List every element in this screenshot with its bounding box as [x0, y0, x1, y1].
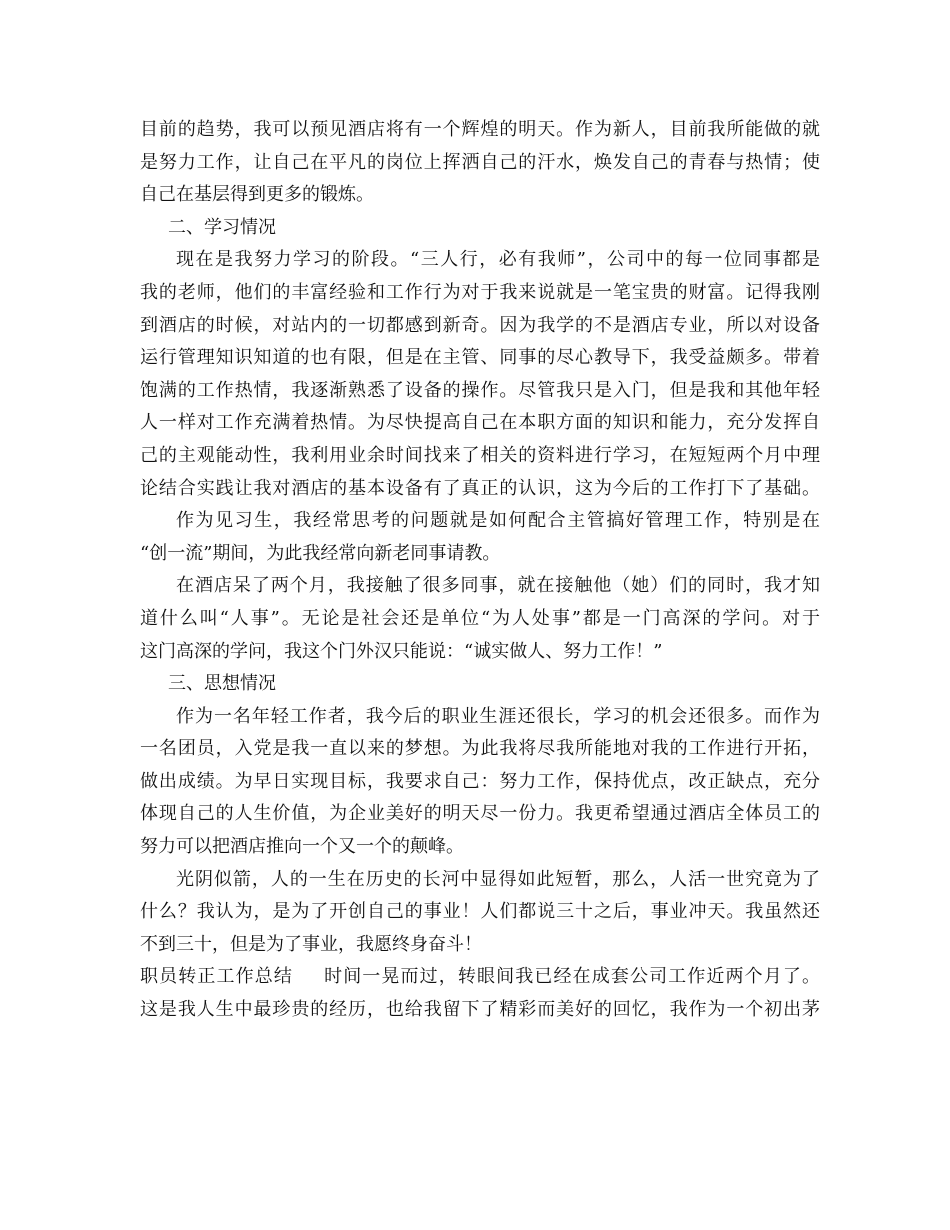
paragraph-line: 不到三十，但是为了事业，我愿终身奋斗！	[140, 933, 482, 955]
paragraph-line: 什么？我认为，是为了开创自己的事业！人们都说三十之后，事业冲天。我虽然还	[140, 901, 820, 923]
paragraph-line: 到酒店的时候，对站内的一切都感到新奇。因为我学的不是酒店专业，所以对设备	[140, 314, 820, 336]
paragraph-line: 人一样对工作充满着热情。为尽快提高自己在本职方面的知识和能力，充分发挥自	[140, 412, 820, 434]
paragraph-line: 饱满的工作热情，我逐渐熟悉了设备的操作。尽管我只是入门，但是我和其他年轻	[140, 379, 820, 401]
document-title: 职员转正工作总结	[140, 966, 293, 988]
paragraph-line: 现在是我努力学习的阶段。“三人行，必有我师”，公司中的每一位同事都是	[176, 249, 820, 271]
paragraph-line: 做出成绩。为早日实现目标，我要求自己：努力工作，保持优点，改正缺点，充分	[140, 770, 820, 792]
paragraph-line: 运行管理知识知道的也有限，但是在主管、同事的尽心教导下，我受益颇多。带着	[140, 347, 820, 369]
paragraph-line: 是努力工作，让自己在平凡的岗位上挥洒自己的汗水，焕发自己的青春与热情；使	[140, 151, 820, 173]
paragraph-line: 作为见习生，我经常思考的问题就是如何配合主管搞好管理工作，特别是在	[176, 510, 820, 532]
paragraph-line: 自己在基层得到更多的锻炼。	[140, 184, 374, 206]
paragraph-line: 目前的趋势，我可以预见酒店将有一个辉煌的明天。作为新人，目前我所能做的就	[140, 119, 820, 140]
title-line	[140, 961, 820, 994]
paragraph-line: 作为一名年轻工作者，我今后的职业生涯还很长，学习的机会还很多。而作为	[176, 705, 820, 727]
paragraph-line: 我的老师，他们的丰富经验和工作行为对于我来说就是一笔宝贵的财富。记得我刚	[140, 281, 820, 303]
paragraph-line: 一名团员，入党是我一直以来的梦想。为此我将尽我所能地对我的工作进行开拓，	[140, 738, 820, 760]
document-body	[140, 114, 820, 1027]
section-heading: 三、思想情况	[168, 673, 276, 695]
paragraph-line: 在酒店呆了两个月，我接触了很多同事，就在接触他（她）们的同时，我才知	[176, 575, 820, 597]
paragraph-line: “创一流”期间，为此我经常向新老同事请教。	[140, 542, 501, 564]
paragraph-line: 时间一晃而过，转眼间我已经在成套公司工作近两个月了。	[322, 966, 820, 988]
paragraph-line: 论结合实践让我对酒店的基本设备有了真正的认识，这为今后的工作打下了基础。	[140, 477, 820, 499]
paragraph-line: 光阴似箭，人的一生在历史的长河中显得如此短暂，那么，人活一世究竟为了	[176, 868, 820, 890]
paragraph-line: 这门高深的学问，我这个门外汉只能说：“诚实做人、努力工作！”	[140, 640, 663, 662]
section-heading: 二、学习情况	[168, 216, 276, 238]
paragraph-line: 道什么叫“人事”。无论是社会还是单位“为人处事”都是一门高深的学问。对于	[140, 607, 820, 629]
paragraph-line: 体现自己的人生价值，为企业美好的明天尽一份力。我更希望通过酒店全体员工的	[140, 803, 820, 825]
paragraph-line: 己的主观能动性，我利用业余时间找来了相关的资料进行学习，在短短两个月中理	[140, 444, 820, 466]
paragraph-line: 努力可以把酒店推向一个又一个的颠峰。	[140, 836, 464, 858]
paragraph-line: 这是我人生中最珍贵的经历，也给我留下了精彩而美好的回忆，我作为一个初出茅	[140, 999, 820, 1021]
